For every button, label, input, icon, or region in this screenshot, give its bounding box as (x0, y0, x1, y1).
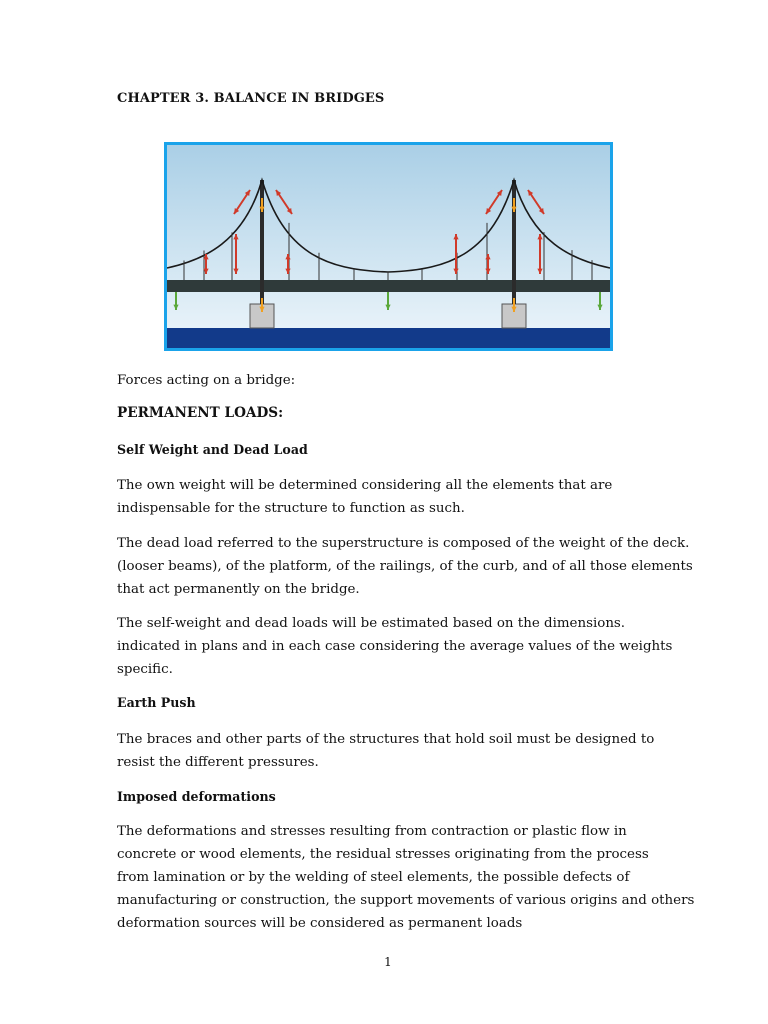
text-line: manufacturing or construction, the support movements of various origins and others (117, 893, 695, 908)
page-number: 1 (384, 955, 392, 969)
intro-text (117, 369, 647, 392)
earth-push-heading: Earth Push (117, 695, 196, 710)
self-weight-paragraph-3 (117, 612, 673, 681)
intro-line: Forces acting on a bridge: (117, 373, 296, 388)
permanent-loads-heading: PERMANENT LOADS: (117, 405, 284, 421)
text-line: concrete or wood elements, the residual stresses originating from the process (117, 847, 649, 862)
self-weight-paragraph-2 (117, 532, 693, 601)
text-line: The own weight will be determined considering all the elements that are (117, 478, 613, 493)
text-line: indispensable for the structure to function as such. (117, 501, 465, 516)
water (167, 328, 610, 348)
text-line: resist the different pressures. (117, 755, 319, 770)
chapter-title: CHAPTER 3. BALANCE IN BRIDGES (117, 91, 385, 106)
self-weight-heading: Self Weight and Dead Load (117, 442, 308, 457)
text-line: The braces and other parts of the structures that hold soil must be designed to (117, 732, 655, 747)
text-line: indicated in plans and in each case considering the average values of the weights (117, 639, 673, 654)
text-line: The deformations and stresses resulting from contraction or plastic flow in (117, 824, 627, 839)
text-line: from lamination or by the welding of steel elements, the possible defects of (117, 870, 630, 885)
text-line: deformation sources will be considered as permanent loads (117, 916, 523, 931)
suspension-bridge-diagram (164, 142, 613, 351)
text-line: The dead load referred to the superstructure is composed of the weight of the deck. (117, 536, 690, 551)
text-line: The self-weight and dead loads will be estimated based on the dimensions. (117, 616, 626, 631)
imposed-deformations-paragraph (117, 820, 695, 935)
text-line: specific. (117, 662, 173, 677)
text-line: that act permanently on the bridge. (117, 582, 360, 597)
text-line: (looser beams), of the platform, of the railings, of the curb, and of all those elements (117, 559, 693, 574)
bridge-forces-figure (164, 142, 613, 351)
self-weight-paragraph-1 (117, 474, 647, 520)
bridge-deck (167, 280, 610, 292)
earth-push-paragraph (117, 728, 655, 774)
imposed-deformations-heading: Imposed deformations (117, 789, 276, 804)
